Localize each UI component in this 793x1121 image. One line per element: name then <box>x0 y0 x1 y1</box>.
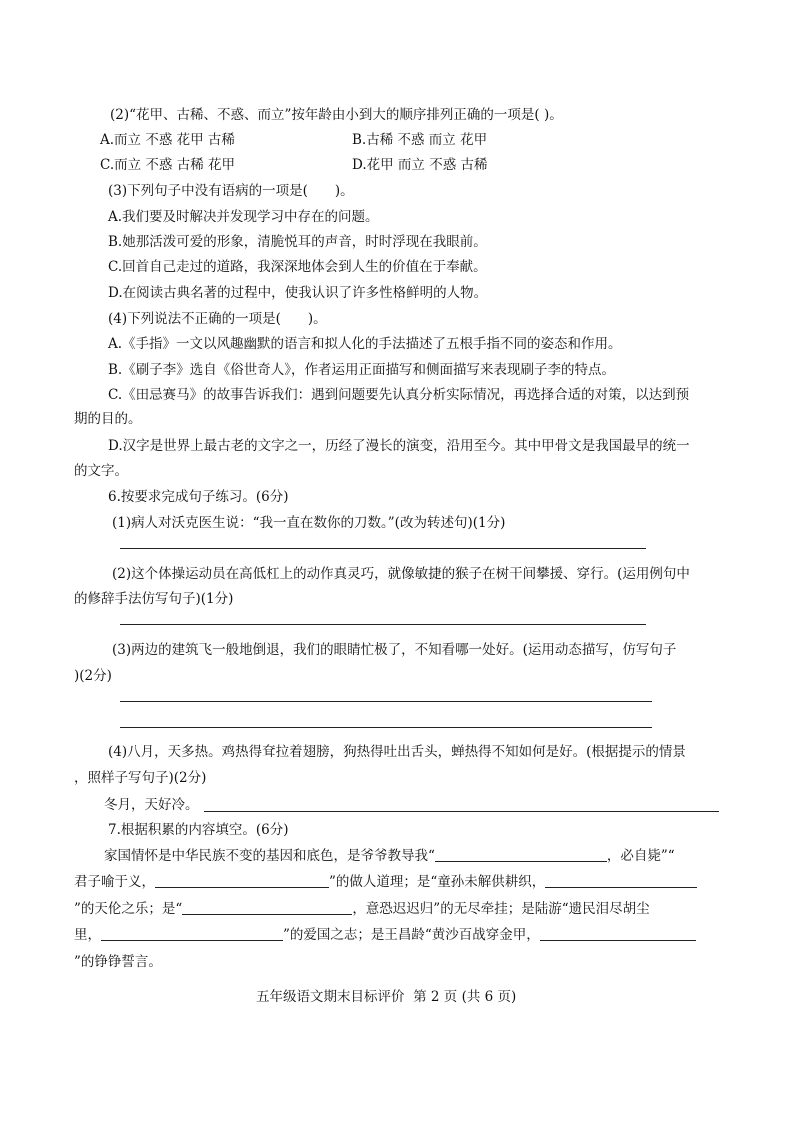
q5-3-option-d: D.在阅读古典名著的过程中，使我认识了许多性格鲜明的人物。 <box>108 285 488 301</box>
q6-3-prompt-line2: )(2分) <box>74 668 112 684</box>
q5-3-option-a: A.我们要及时解决并发现学习中存在的问题。 <box>108 209 379 225</box>
footer-page-prefix: 第 <box>413 989 427 1005</box>
q7-blank-6[interactable] <box>540 926 696 941</box>
q5-2-option-c: C.而立 不惑 古稀 花甲 <box>100 157 236 173</box>
q7-line2-text-a: 君子喻于义， <box>74 874 155 890</box>
q5-3-stem: (3)下列句子中没有语病的一项是( )。 <box>108 183 354 199</box>
q6-3-answer-line-2[interactable] <box>120 727 652 728</box>
q7-line3-text-b: ，意恐迟迟归”的无尽牵挂；是陆游“遗民泪尽胡尘 <box>352 901 650 917</box>
q6-1-prompt: (1)病人对沃克医生说：“我一直在数你的刀数。”(改为转述句)(1分) <box>112 515 506 531</box>
q7-line-2 <box>74 873 697 891</box>
q7-line-4 <box>74 926 696 944</box>
q7-line2-text-b: ”的做人道理；是“童孙未解供耕织， <box>329 874 546 890</box>
footer-page-number: 2 <box>430 989 440 1005</box>
q5-2-stem: (2)“花甲、古稀、不惑、而立”按年龄由小到大的顺序排列正确的一项是( )。 <box>110 107 563 123</box>
q7-blank-2[interactable] <box>155 873 329 888</box>
q5-4-option-a: A.《手指》一文以风趣幽默的语言和拟人化的手法描述了五根手指不同的姿态和作用。 <box>108 336 622 352</box>
q6-4-answer-line[interactable] <box>204 811 719 812</box>
q7-line-5: ”的铮铮誓言。 <box>74 954 162 970</box>
q5-2-option-d: D.花甲 而立 不惑 古稀 <box>352 157 488 173</box>
q6-2-prompt-line2: 的修辞手法仿写句子)(1分) <box>74 591 234 607</box>
q5-4-option-d-line1: D.汉字是世界上最古老的文字之一，历经了漫长的演变，沿用至今。其中甲骨文是我国最早的统一 <box>108 438 690 454</box>
q6-4-example-start: 冬月，天好冷。 <box>104 797 199 813</box>
q6-title: 6.按要求完成句子练习。(6分) <box>108 489 289 505</box>
q7-blank-4[interactable] <box>182 900 352 915</box>
q5-2-option-b: B.古稀 不惑 而立 花甲 <box>352 132 488 148</box>
footer-page-suffix: 页 <box>443 989 458 1005</box>
q7-line4-text-a: 里， <box>74 927 101 943</box>
q5-3-option-b: B.她那活泼可爱的形象，清脆悦耳的声音，时时浮现在我眼前。 <box>108 234 487 250</box>
q7-blank-3[interactable] <box>545 873 697 888</box>
q6-3-prompt-line1: (3)两边的建筑飞一般地倒退，我们的眼睛忙极了，不知看哪一处好。(运用动态描写，仿写句子 <box>112 642 677 658</box>
q7-line1-text-b: ，必自毙”“ <box>606 848 675 864</box>
q6-1-answer-line[interactable] <box>120 548 646 549</box>
q7-line-1 <box>104 847 675 865</box>
q5-4-option-b: B.《刷子李》选自《俗世奇人》，作者运用正面描写和侧面描写来表现刷子李的特点。 <box>108 362 615 378</box>
q5-2-option-a: A.而立 不惑 花甲 古稀 <box>100 132 235 148</box>
q7-title: 7.根据积累的内容填空。(6分) <box>108 822 289 838</box>
q7-line1-text-a: 家国情怀是中华民族不变的基因和底色，是爷爷教导我“ <box>104 848 435 864</box>
q5-4-stem: (4)下列说法不正确的一项是( )。 <box>108 311 327 327</box>
page-footer <box>256 985 516 1005</box>
q5-4-option-d-line2: 的文字。 <box>74 463 128 479</box>
q6-3-answer-line-1[interactable] <box>120 701 652 702</box>
q7-line-3 <box>74 900 650 918</box>
footer-total-pages: (共 6 页) <box>461 989 517 1005</box>
q6-4-prompt-line2: ，照样子写句子)(2分) <box>74 770 207 786</box>
q7-line4-text-b: ”的爱国之志；是王昌龄“黄沙百战穿金甲， <box>283 927 540 943</box>
q5-3-option-c: C.回首自己走过的道路，我深深地体会到人生的价值在于奉献。 <box>108 259 487 275</box>
q7-blank-1[interactable] <box>435 847 607 862</box>
q7-blank-5[interactable] <box>101 926 283 941</box>
q7-line3-text-a: ”的天伦之乐；是“ <box>74 901 183 917</box>
footer-title: 五年级语文期末目标评价 <box>256 989 405 1005</box>
q6-4-prompt-line1: (4)八月，天多热。鸡热得耷拉着翅膀，狗热得吐出舌头，蝉热得不知如何是好。(根据提示的情景 <box>108 744 686 760</box>
q6-2-prompt-line1: (2)这个体操运动员在高低杠上的动作真灵巧，就像敏捷的猴子在树干间攀援、穿行。(运用例句中 <box>112 566 690 582</box>
q5-4-option-c-line1: C.《田忌赛马》的故事告诉我们：遇到问题要先认真分析实际情况，再选择合适的对策，以达到预 <box>108 387 690 403</box>
q6-2-answer-line[interactable] <box>120 624 646 625</box>
q5-4-option-c-line2: 期的目的。 <box>74 411 142 427</box>
